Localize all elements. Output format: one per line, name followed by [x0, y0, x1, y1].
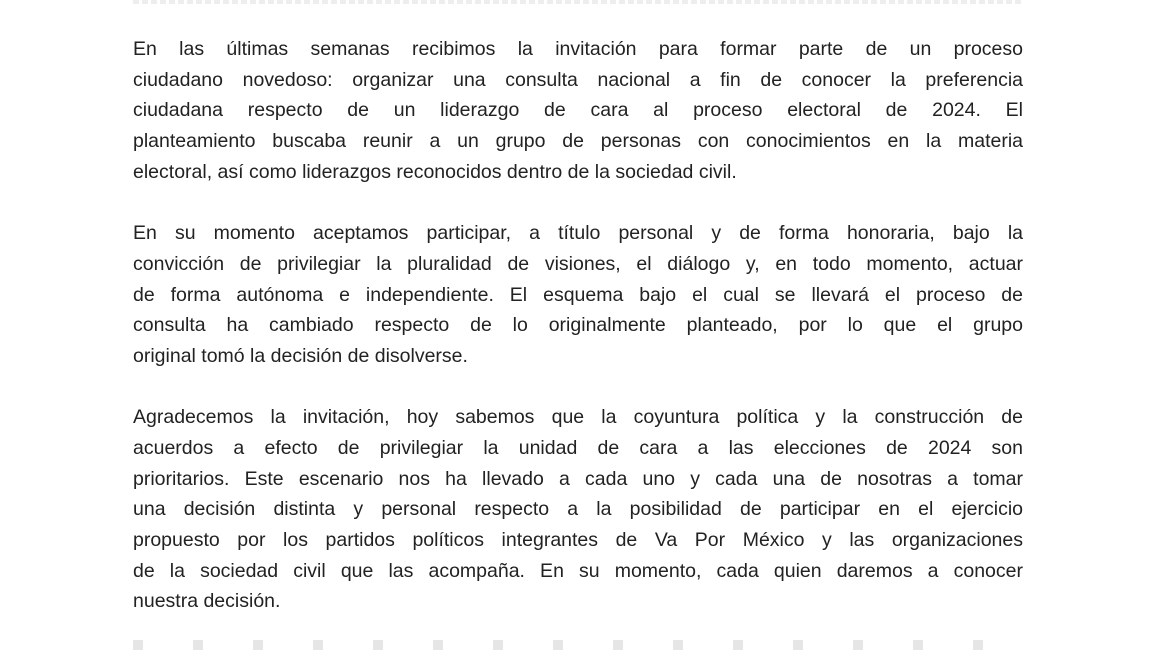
text-line: Agradecemos la invitación, hoy sabemos que la coyuntura política y la construcción de	[133, 406, 1023, 429]
text-line: prioritarios. Este escenario nos ha llevado a cada uno y cada una de nosotras a tomar	[133, 467, 1023, 490]
paragraph	[133, 218, 1023, 371]
paragraph	[133, 34, 1023, 187]
text-line: planteamiento buscaba reunir a un grupo de personas con conocimientos en la materia	[133, 130, 1023, 153]
text-line: de la sociedad civil que las acompaña. En su momento, cada quien daremos a conocer	[133, 559, 1023, 582]
text-line: ciudadano novedoso: organizar una consulta nacional a fin de conocer la preferencia	[133, 68, 1023, 91]
text-line: una decisión distinta y personal respecto a la posibilidad de participar en el ejercicio	[133, 498, 1023, 521]
text-line: nuestra decisión.	[133, 590, 281, 613]
document-body	[133, 34, 1023, 648]
text-line: electoral, así como liderazgos reconocidos dentro de la sociedad civil.	[133, 160, 737, 183]
text-line: acuerdos a efecto de privilegiar la unidad de cara a las elecciones de 2024 son	[133, 436, 1023, 459]
text-line: consulta ha cambiado respecto de lo originalmente planteado, por lo que el grupo	[133, 314, 1023, 337]
text-line: En las últimas semanas recibimos la invitación para formar parte de un proceso	[133, 38, 1023, 60]
paragraph	[133, 402, 1023, 617]
text-line: convicción de privilegiar la pluralidad de visiones, el diálogo y, en todo momento, actuar	[133, 252, 1023, 275]
text-line: de forma autónoma e independiente. El esquema bajo el cual se llevará el proceso de	[133, 283, 1023, 306]
text-line: propuesto por los partidos políticos integrantes de Va Por México y las organizaciones	[133, 529, 1023, 551]
cut-off-text-bottom	[133, 640, 1023, 650]
text-line: ciudadana respecto de un liderazgo de cara al proceso electoral de 2024. El	[133, 99, 1023, 122]
cut-off-text-top	[133, 0, 1023, 4]
text-line: En su momento aceptamos participar, a título personal y de forma honoraria, bajo la	[133, 222, 1023, 245]
text-line: original tomó la decisión de disolverse.	[133, 344, 468, 367]
